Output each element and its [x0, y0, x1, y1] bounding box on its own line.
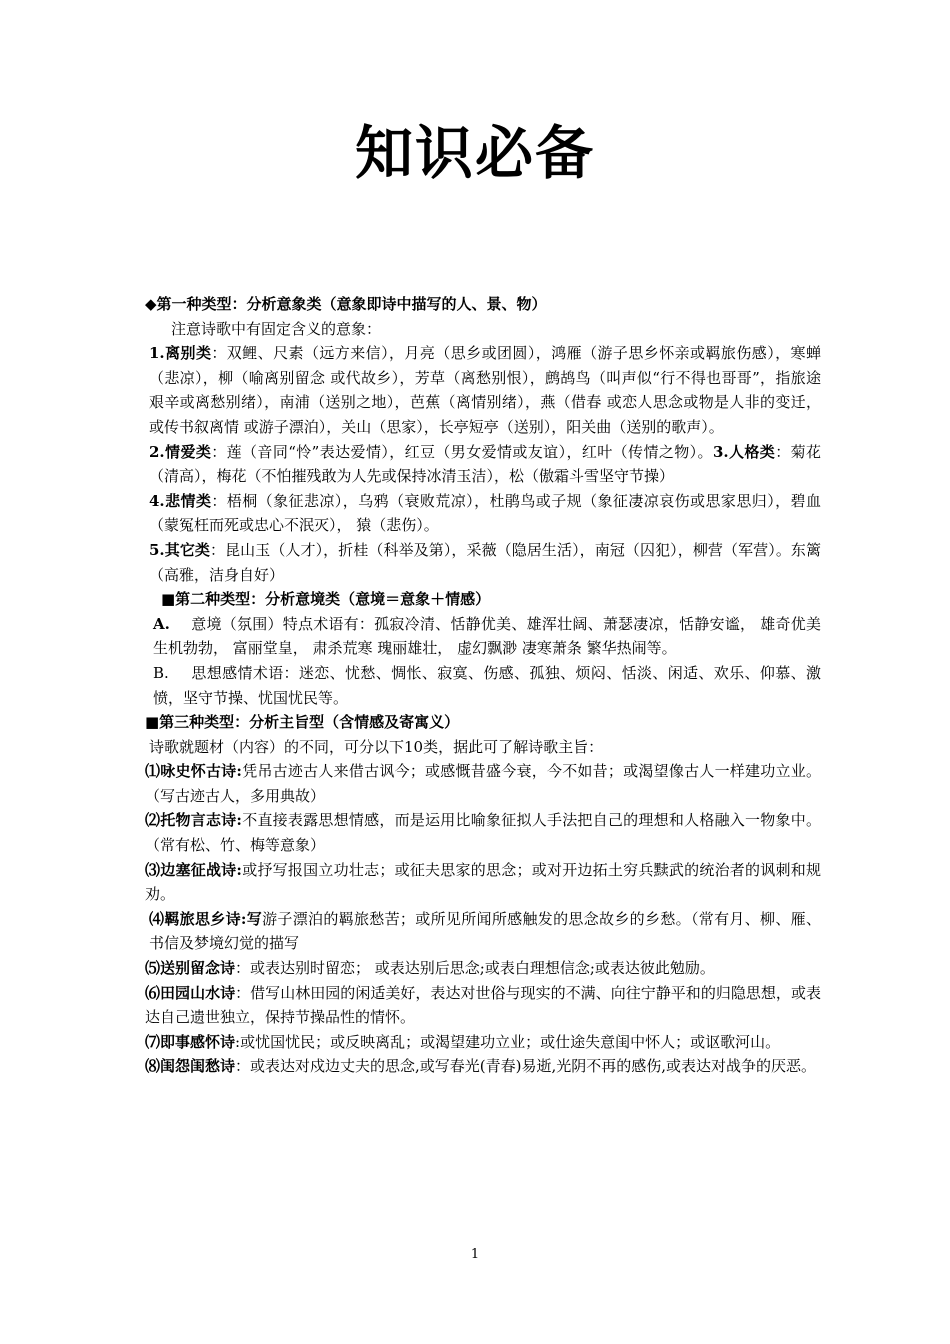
- item-text: 思想感情术语：迷恋、忧愁、惆怅、寂寞、伤感、孤独、烦闷、恬淡、闲适、欢乐、仰慕、激愤，坚守节操、忧国忧民等。: [153, 663, 821, 707]
- theme-occasion: [145, 1030, 821, 1055]
- theme-label: ⑻闺怨闺愁诗: [145, 1057, 236, 1076]
- category-text: ：昆山玉（人才），折桂（科举及第），采薇（隐居生活），南冠（囚犯），柳营（军营）。东篱（高雅，洁身自好）: [149, 540, 821, 584]
- theme-homesick: [145, 907, 821, 956]
- theme-label: ⑺即事感怀诗: [145, 1032, 236, 1051]
- theme-label: ⑷羁旅思乡诗:写: [149, 909, 263, 928]
- category-sorrow: [145, 489, 821, 538]
- section-3-heading: ■第三种类型：分析主旨型（含情感及寄寓义）: [145, 713, 460, 732]
- item-label: A.: [153, 614, 170, 633]
- theme-text: 游子漂泊的羁旅愁苦；或所见所闻所感触发的思念故乡的乡愁。（常有月、柳、雁、书信及梦境幻觉的描写: [149, 909, 821, 953]
- category-love-personality: [145, 440, 821, 489]
- category-label: 4.悲情类: [149, 491, 212, 510]
- category-text: ：菊花（清高），梅花（不怕摧残敢为人先或保持冰清玉洁），松（傲霜斗雪坚守节操）: [149, 442, 821, 486]
- theme-text: ：借写山林田园的闲适美好，表达对世俗与现实的不满、向往宁静平和的归隐思想，或表达自己遗世独立，保持节操品性的情怀。: [145, 983, 821, 1027]
- item-text: 意境（氛围）特点术语有：孤寂冷清、恬静优美、雄浑壮阔、萧瑟凄凉，恬静安谧， 雄奇优美 生机勃勃， 富丽堂皇， 肃杀荒寒 瑰丽雄壮， 虚幻飘渺 凄寒萧条 繁华热闹等。: [153, 614, 821, 658]
- section-2-heading: ■第二种类型：分析意境类（意境＝意象＋情感）: [161, 590, 491, 609]
- theme-text: 不直接表露思想情感，而是运用比喻象征拟人手法把自己的理想和人格融入一物象中。（常有松、竹、梅等意象）: [145, 811, 821, 855]
- theme-text: 或抒写报国立功壮志；或征夫思家的思念；或对开边拓土穷兵黩武的统治者的讽刺和规劝。: [145, 860, 821, 904]
- theme-label: ⑴咏史怀古诗:: [145, 762, 242, 781]
- category-label: 5.其它类: [149, 540, 210, 559]
- theme-frontier: [145, 858, 821, 907]
- theme-label: ⑵托物言志诗:: [145, 811, 242, 830]
- page-number: 1: [470, 1247, 480, 1262]
- theme-label: ⑸送别留念诗: [145, 959, 236, 978]
- theme-history: [145, 759, 821, 808]
- emotion-terms: [145, 661, 821, 710]
- theme-object: [145, 808, 821, 857]
- theme-pastoral: [145, 981, 821, 1030]
- category-text: ：梧桐（象征悲凉），乌鸦（衰败荒凉），杜鹃鸟或子规（象征凄凉哀伤或思家思归），碧血（蒙冤枉而死或忠心不泯灭）， 猿（悲伤）。: [149, 491, 821, 535]
- theme-label: ⑶边塞征战诗:: [145, 860, 242, 879]
- category-text: ：莲（音同“怜”表达爱情），红豆（男女爱情或友谊），红叶（传情之物）。: [211, 442, 713, 461]
- theme-text: :或忧国忧民；或反映离乱；或渴望建功立业；或仕途失意闺中怀人；或讴歌河山。: [235, 1032, 781, 1051]
- category-text: ：双鲤、尺素（远方来信），月亮（思乡或团圆），鸿雁（游子思乡怀亲或羁旅伤感），寒蝉（悲凉），柳（喻离别留念 或代故乡），芳草（离愁别恨），鹧鸪鸟（叫声似“行不得也哥哥”，指旅途艰辛或离愁别绪），南浦（送别之地），芭蕉（离情别绪），燕（借春 或恋人思念或物是人非的变迁，或传书叙离情 或游子漂泊），关山（思家），长亭短亭（送别），阳关曲（送别的歌声）。: [149, 344, 821, 436]
- section-3-intro: 诗歌就题材（内容）的不同，可分以下10类，据此可了解诗歌主旨：: [149, 737, 604, 756]
- category-label: 3.人格类: [712, 442, 776, 461]
- item-label: B.: [153, 663, 169, 682]
- theme-farewell: [145, 956, 821, 981]
- document-title: 知识必备: [354, 119, 595, 187]
- section-1-heading: ◆第一种类型：分析意象类（意象即诗中描写的人、景、物）: [145, 295, 547, 313]
- theme-label: ⑹田园山水诗: [145, 983, 236, 1002]
- category-label: 1.离别类: [149, 344, 212, 363]
- category-label: 2.情爱类: [149, 442, 212, 461]
- section-1-intro: 注意诗歌中有固定含义的意象：: [171, 319, 382, 338]
- theme-text: ：或表达别时留恋； 或表达别后思念;或表白理想信念;或表达彼此勉励。: [235, 959, 715, 978]
- theme-boudoir: [145, 1054, 821, 1079]
- category-parting: [145, 341, 821, 439]
- theme-text: 凭吊古迹古人来借古讽今；或感慨昔盛今衰，今不如昔；或渴望像古人一样建功立业。（写古迹古人，多用典故）: [145, 762, 821, 805]
- document-body: [145, 292, 821, 1079]
- theme-text: ：或表达对戍边丈夫的思念,或写春光(青春)易逝,光阴不再的感伤,或表达对战争的厌恶。: [235, 1057, 817, 1076]
- mood-terms: [145, 612, 821, 661]
- category-other: [145, 538, 821, 587]
